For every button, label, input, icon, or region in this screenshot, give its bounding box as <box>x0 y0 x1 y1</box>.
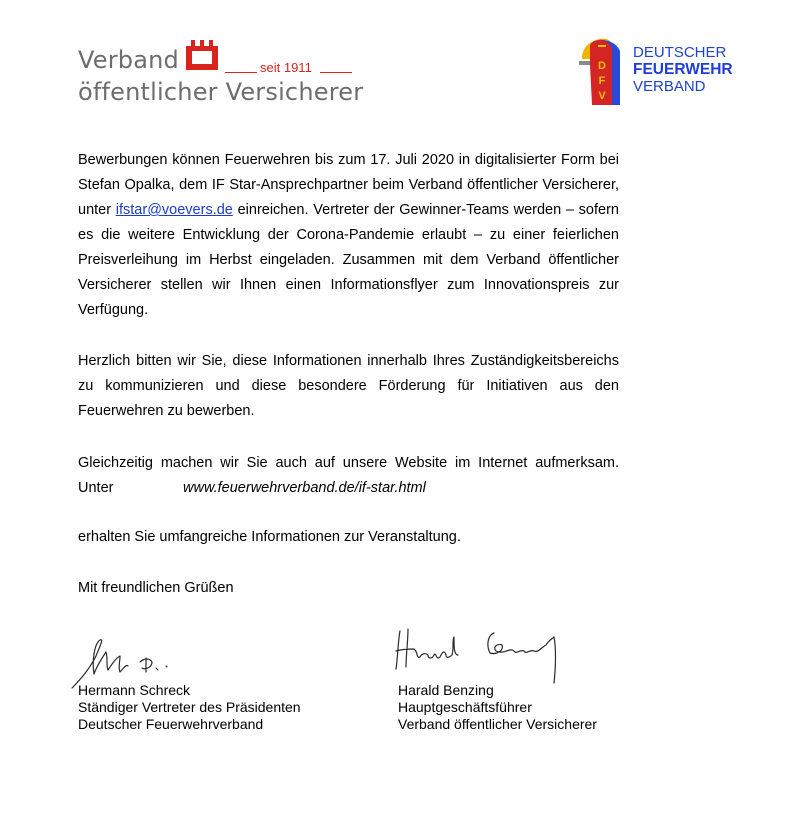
signatory-title: Ständiger Vertreter des Präsidenten <box>78 699 301 715</box>
dfv-emblem-letter-v: V <box>598 90 606 102</box>
email-link[interactable]: ifstar@voevers.de <box>115 202 233 218</box>
dfv-logo-text <box>633 44 733 95</box>
dfv-logo-line3: VERBAND <box>633 78 706 95</box>
dfv-emblem-icon <box>578 37 630 107</box>
voev-rule-right <box>320 72 352 73</box>
voev-logo-line1: Verband <box>78 46 179 74</box>
dfv-logo-line1: DEUTSCHER <box>633 44 727 61</box>
paragraph-application-text-a: Bewerbungen können Feuerwehren bis zum 17. Juli 2020 in digitalisierter Form bei Stefan Opalka, dem IF Star-Ansprechpartner beim Verband öffentlicher Versicherer, unter <box>78 152 619 218</box>
website-url: www.feuerwehrverband.de/if-star.html <box>183 480 426 496</box>
voev-logo <box>78 38 368 113</box>
signatory-block-schreck <box>78 682 301 733</box>
signature-hermann-schreck <box>70 628 190 690</box>
paragraph-application-text-b: einreichen. Vertreter der Gewinner-Teams werden – sofern es die weitere Entwicklung der Corona-Pandemie erlaubt – zu einer feierlichen Preisverleihung im Herbst eingeladen. Zusammen mit dem Verband öffentlicher Versicherer stellen wir Ihnen einen Informationsflyer zum Innovationspreis zur Verfügung. <box>78 202 619 318</box>
signatory-organization: Deutscher Feuerwehrverband <box>78 716 264 732</box>
voev-logo-line2: öffentlicher Versicherer <box>78 78 364 106</box>
voev-since-tagline <box>225 60 355 74</box>
signature-harald-benzing <box>392 625 567 685</box>
dfv-logo-line2: FEUERWEHR <box>633 61 733 78</box>
closing-greeting: Mit freundlichen Grüßen <box>78 580 234 596</box>
dfv-emblem-letter-d: D <box>598 60 606 72</box>
paragraph-information: erhalten Sie umfangreiche Informationen zur Veranstaltung. <box>78 529 461 545</box>
paragraph-request: Herzlich bitten wir Sie, diese Informationen innerhalb Ihres Zuständigkeitsbereichs zu kommunizieren und diese besondere Förderung für Initiativen aus den Feuerwehren zu bewerben. <box>78 353 619 419</box>
signatory-name: Harald Benzing <box>398 682 494 698</box>
voev-since-label: seit 1911 <box>260 60 312 75</box>
signatory-block-benzing <box>398 682 597 733</box>
voev-building-icon <box>184 38 220 72</box>
paragraph-application <box>78 148 619 323</box>
paragraph-website: Gleichzeitig machen wir Sie auch auf unsere Website im Internet aufmerksam. Unter <box>78 455 619 496</box>
signatory-name: Hermann Schreck <box>78 682 191 698</box>
voev-rule-left <box>225 72 257 73</box>
signatory-organization: Verband öffentlicher Versicherer <box>398 716 597 732</box>
signatory-title: Hauptgeschäftsführer <box>398 699 532 715</box>
dfv-emblem-letter-f: F <box>598 75 606 87</box>
